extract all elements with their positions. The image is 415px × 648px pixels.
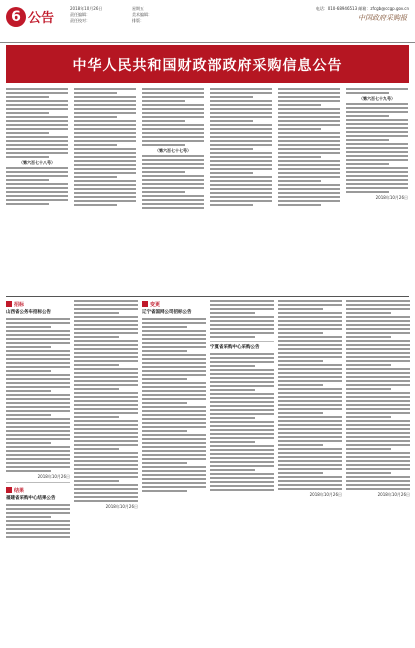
notice-date: 2018年10月26日 <box>37 474 70 479</box>
notice-heading-677: （第六百七十七号） <box>155 148 191 153</box>
issue-date: 2018年10月26日 <box>70 6 103 11</box>
notice-title: 福建省采购中心结果公告 <box>6 496 56 501</box>
notice-date: 2018年10月26日 <box>377 492 410 497</box>
notice-date: 2018年10月26日 <box>105 504 138 509</box>
notice-date-top: 2018年10月26日 <box>375 195 408 200</box>
lower-column-2 <box>74 300 138 642</box>
art-editor-label: 美术编辑： <box>132 12 152 17</box>
top-column-3 <box>142 88 204 288</box>
top-notices <box>6 88 409 288</box>
notice-heading-678: （第六百七十八号） <box>19 160 55 165</box>
top-column-6 <box>346 88 408 288</box>
category-tag-3 <box>142 300 206 308</box>
section-divider <box>6 296 409 297</box>
category-label: 变更 <box>150 301 161 308</box>
lower-notices <box>6 300 409 642</box>
notice-title: 山西省公务车招标公告 <box>6 310 51 315</box>
proofreader-label: 责任校对： <box>70 18 90 23</box>
header-meta-left <box>70 6 130 24</box>
category-tag-2 <box>6 486 70 494</box>
lower-column-6 <box>346 300 410 642</box>
lower-column-1 <box>6 300 70 642</box>
weekday: 星期五 <box>132 6 144 11</box>
notice-date: 2018年10月26日 <box>309 492 342 497</box>
title-banner <box>6 45 409 83</box>
editor-label: 责任编辑： <box>70 12 90 17</box>
top-column-5 <box>278 88 340 288</box>
category-label: 招标 <box>14 301 25 308</box>
newspaper-logo: 中国政府采购报 <box>358 14 407 22</box>
category-square-icon <box>142 301 148 307</box>
notice-title: 宁夏省采购中心采购公告 <box>210 345 260 350</box>
banner-title: 中华人民共和国财政部政府采购信息公告 <box>72 58 343 74</box>
lower-column-5 <box>278 300 342 642</box>
top-column-4 <box>210 88 272 288</box>
section-title: 公告 <box>28 11 55 26</box>
top-column-2 <box>74 88 136 288</box>
contact-info: 电话：010-68946513 邮箱：zfcgb@ccgp.gov.cn <box>315 6 409 11</box>
notice-title: 辽宁省国网公司招标公告 <box>142 310 192 315</box>
page-header <box>0 0 415 43</box>
notice-heading-679: （第六百七十九号） <box>359 96 395 101</box>
layout-label: 排版： <box>132 18 144 23</box>
category-label: 结果 <box>14 487 25 494</box>
category-square-icon <box>6 301 12 307</box>
header-meta-mid <box>132 6 182 24</box>
page-number: 6 <box>6 7 26 27</box>
category-square-icon <box>6 487 12 493</box>
top-column-1 <box>6 88 68 288</box>
category-tag-1 <box>6 300 70 308</box>
lower-column-4 <box>210 300 274 642</box>
lower-column-3 <box>142 300 206 642</box>
